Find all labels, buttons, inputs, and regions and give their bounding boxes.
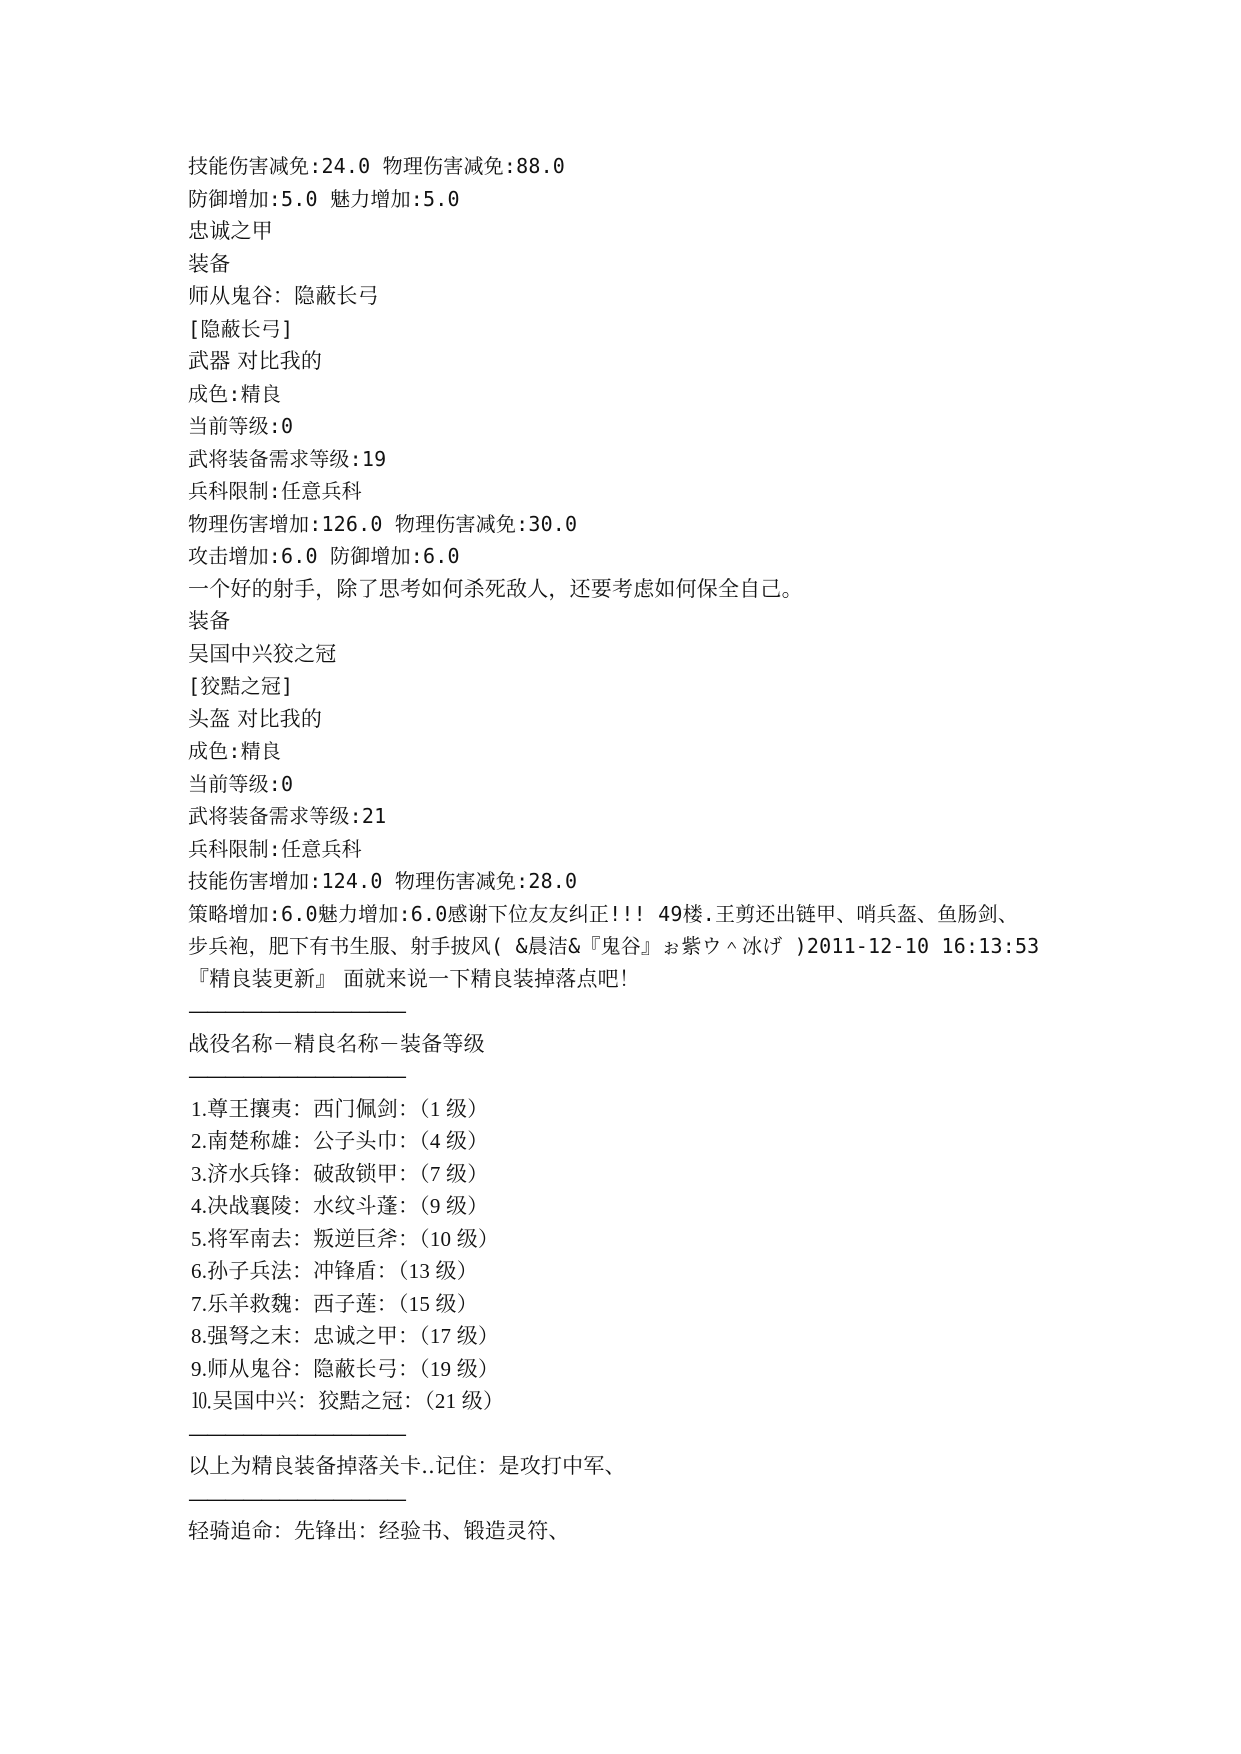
list-item: 4.决战襄陵：水纹斗蓬：（9 级） — [191, 1194, 489, 1218]
text-line: 攻击增加:6.0 防御增加:6.0 — [188, 544, 460, 568]
list-item: 6.孙子兵法：冲锋盾：（13 级） — [191, 1259, 478, 1283]
text-line: 装备 — [188, 609, 231, 633]
text-line: 战役名称－精良名称－装备等级 — [188, 1031, 485, 1056]
text-line: 头盔 对比我的 — [188, 706, 323, 731]
list-item: 1.尊王攘夷：西门佩剑：（1 级） — [191, 1096, 489, 1121]
text-line: 轻骑追命：先锋出：经验书、锻造灵符、 — [188, 1519, 570, 1543]
text-line: 当前等级:0 — [188, 414, 294, 438]
divider-line: ———————————— — [188, 1421, 404, 1446]
text-line: 忠诚之甲 — [188, 219, 273, 243]
text-line: 兵科限制:任意兵科 — [188, 836, 362, 861]
text-line: [隐蔽长弓] — [188, 316, 294, 341]
list-item: 7.乐羊救魏：西子莲：（15 级） — [191, 1291, 478, 1316]
text-line: 成色:精良 — [188, 381, 282, 406]
divider-line: ———————————— — [188, 1486, 404, 1511]
list-item: 3.济水兵锋：破敌锁甲：（7 级） — [191, 1161, 489, 1186]
document-page — [188, 150, 1148, 1548]
text-line: 防御增加:5.0 魅力增加:5.0 — [188, 186, 460, 211]
text-line: 步兵袍，肥下有书生服、射手披风( &晨洁&『鬼谷』ぉ紫ウ＾冰げ )2011-12-10 16:13:53 — [188, 934, 1040, 958]
text-line: 技能伤害增加:124.0 物理伤害减免:28.0 — [188, 869, 578, 893]
text-line: 兵科限制:任意兵科 — [188, 479, 362, 503]
text-line: 吴国中兴狡之冠 — [188, 641, 337, 666]
text-line: 武将装备需求等级:21 — [188, 804, 387, 828]
text-line: [狡黠之冠] — [188, 674, 294, 698]
text-line: 『精良装更新』 面就来说一下精良装掉落点吧！ — [188, 966, 641, 991]
text-line: 师从鬼谷：隐蔽长弓 — [188, 284, 379, 308]
divider-line: ———————————— — [188, 1064, 404, 1088]
list-item: ⒑吴国中兴：狡黠之冠：（21 级） — [191, 1389, 505, 1413]
text-line: 当前等级:0 — [188, 771, 294, 796]
text-line: 技能伤害减免:24.0 物理伤害减免:88.0 — [188, 154, 566, 178]
text-line: 以上为精良装备掉落关卡..记住：是攻打中军、 — [188, 1454, 626, 1478]
list-item: 8.强弩之末：忠诚之甲：（17 级） — [191, 1324, 500, 1348]
text-line: 武器 对比我的 — [188, 349, 323, 373]
text-line: 武将装备需求等级:19 — [188, 446, 387, 471]
text-line: 策略增加:6.0魅力增加:6.0感谢下位友友纠正!!! 49楼.王剪还出链甲、哨兵盔、鱼肠剑、 — [188, 901, 1019, 926]
text-line: 成色:精良 — [188, 739, 282, 763]
divider-line: ———————————— — [188, 999, 404, 1023]
text-line: 物理伤害增加:126.0 物理伤害减免:30.0 — [188, 511, 578, 536]
list-item: 5.将军南去：叛逆巨斧：（10 级） — [191, 1226, 500, 1251]
text-line: 一个好的射手，除了思考如何杀死敌人，还要考虑如何保全自己。 — [188, 576, 803, 601]
list-item: 2.南楚称雄：公子头巾：（4 级） — [191, 1129, 489, 1153]
list-item: 9.师从鬼谷：隐蔽长弓：（19 级） — [191, 1356, 500, 1381]
text-line: 装备 — [188, 251, 231, 276]
